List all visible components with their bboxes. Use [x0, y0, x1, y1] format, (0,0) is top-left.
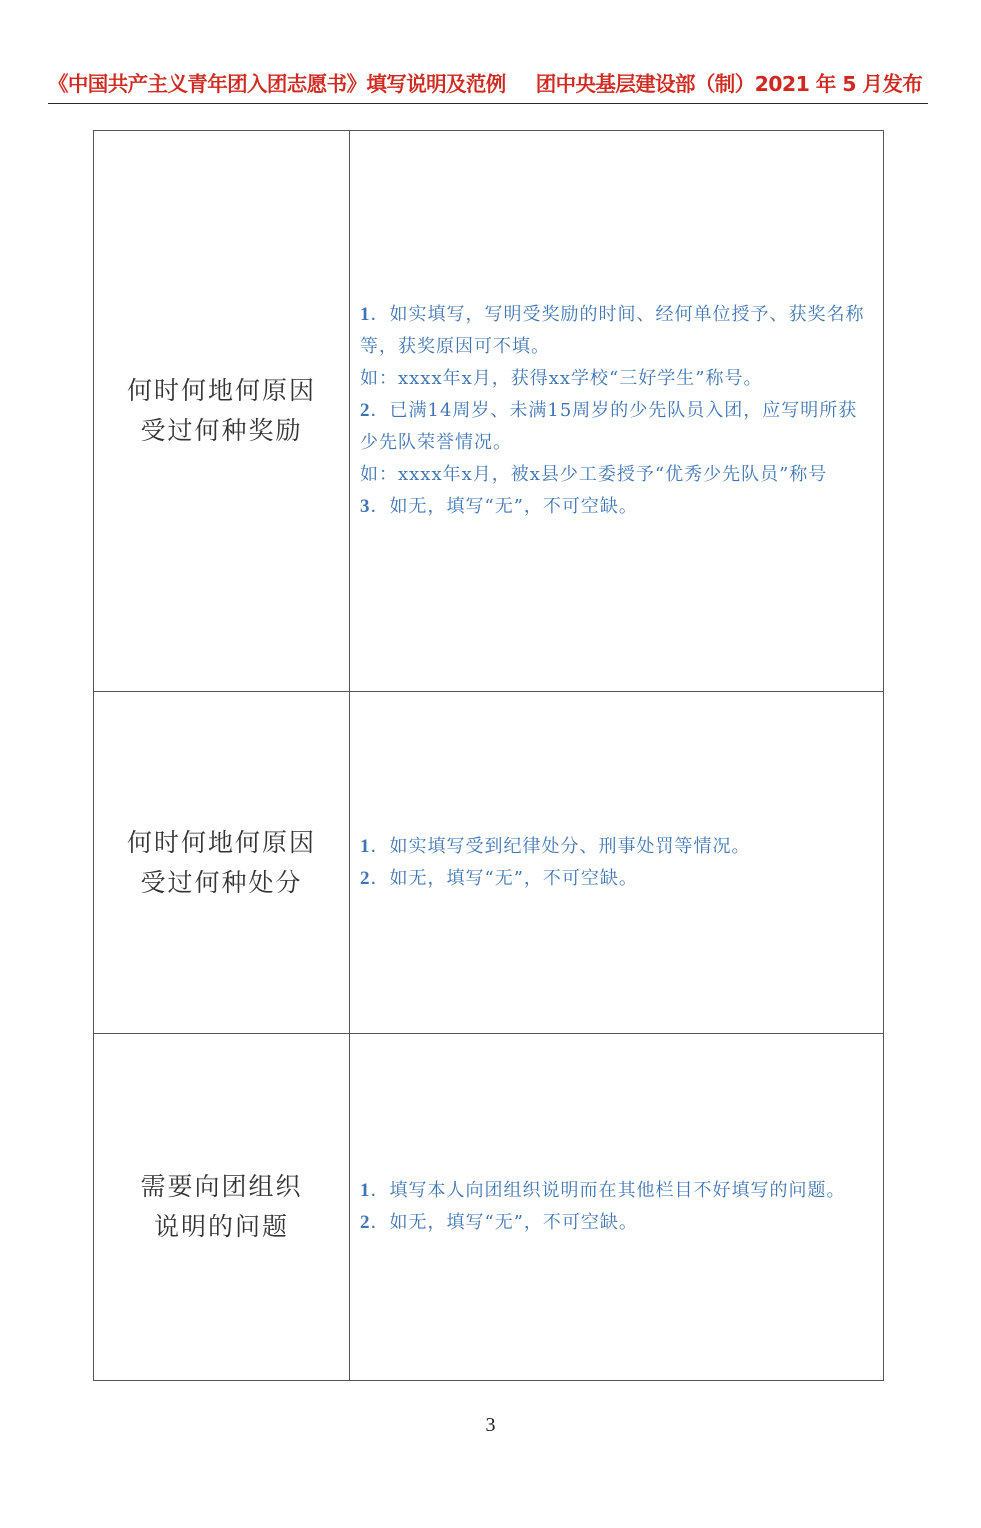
instruction-example: 如：xxxx年x月，获得xx学校“三好学生”称号。 [360, 368, 763, 389]
row-label [94, 1167, 349, 1247]
label-line: 受过何种奖励 [140, 416, 303, 445]
label-cell-other-issues [94, 1034, 350, 1381]
instruction-line: 3．如无，填写“无”，不可空缺。 [360, 496, 638, 517]
instructions [360, 1175, 875, 1239]
header-publisher: 团中央基层建设部（制）2021 年 5 月发布 [535, 72, 923, 96]
instruction-line: 2．如无，填写“无”，不可空缺。 [360, 867, 638, 889]
label-line: 何时何地何原因 [126, 827, 316, 857]
instruction-line: 2．已满14周岁、未满15周岁的少先队员入团，应写明所获少先队荣誉情况。 [360, 400, 858, 453]
instruction-line: 1．如实填写，写明受奖励的时间、经何单位授予、获奖名称等，获奖原因可不填。 [360, 304, 865, 357]
table-row-other-issues [94, 1034, 884, 1381]
label-line: 何时何地何原因 [126, 376, 316, 405]
instructions [360, 831, 875, 895]
instruction-line: 2．如无，填写“无”，不可空缺。 [360, 1212, 638, 1233]
row-label [94, 823, 349, 903]
table-row-punishments [94, 692, 884, 1034]
label-cell-punishments [94, 692, 350, 1034]
instruction-example: 如：xxxx年x月，被x县少工委授予“优秀少先队员”称号 [360, 464, 828, 485]
content-cell-awards [350, 131, 884, 692]
label-cell-awards [94, 131, 350, 692]
form-table [93, 130, 884, 1381]
instructions [360, 299, 875, 523]
label-line: 需要向团组织 [140, 1172, 303, 1201]
instruction-line: 1．如实填写受到纪律处分、刑事处罚等情况。 [360, 835, 751, 857]
page-header [48, 62, 928, 102]
label-line: 说明的问题 [153, 1212, 289, 1241]
label-line: 受过何种处分 [140, 867, 303, 897]
page-number: 3 [485, 1414, 496, 1436]
header-title: 《中国共产主义青年团入团志愿书》填写说明及范例 [48, 72, 506, 96]
content-cell-punishments [350, 692, 884, 1034]
content-cell-other-issues [350, 1034, 884, 1381]
header-divider [48, 103, 928, 104]
row-label [94, 371, 349, 451]
table-row-awards [94, 131, 884, 692]
instruction-line: 1．填写本人向团组织说明而在其他栏目不好填写的问题。 [360, 1180, 846, 1201]
